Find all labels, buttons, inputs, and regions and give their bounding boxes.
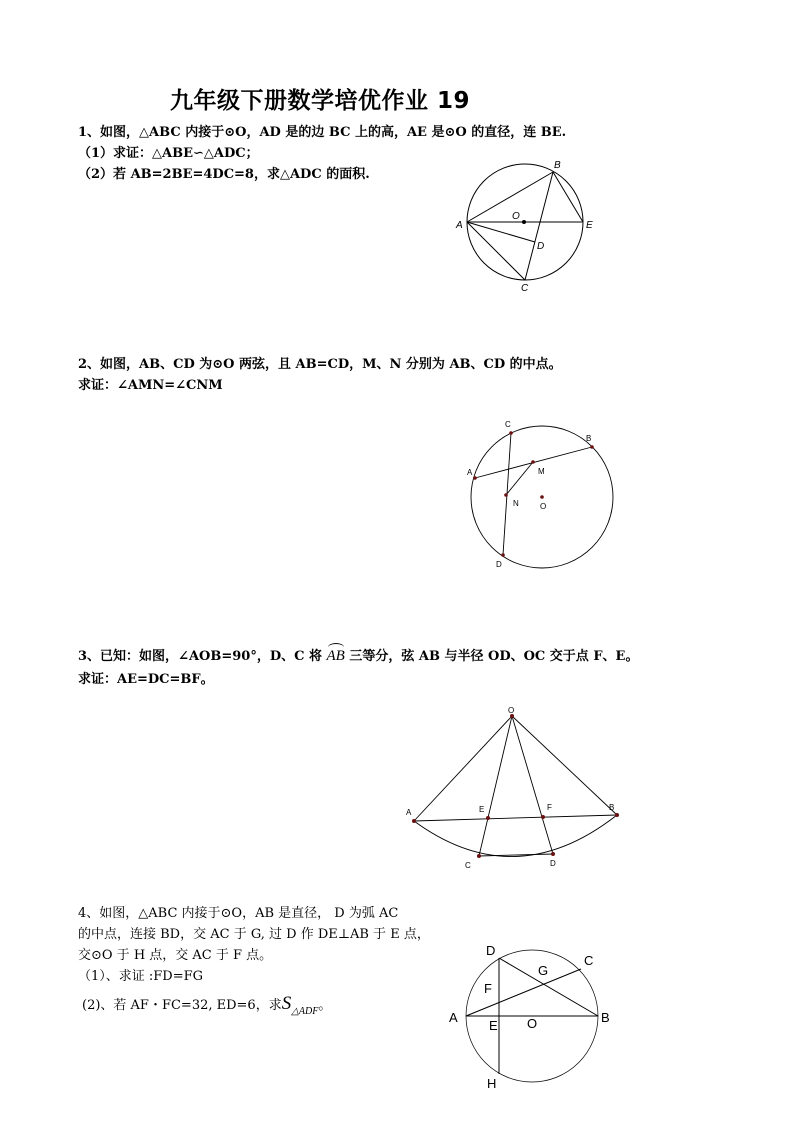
problem-2-statement: 2、如图，AB、CD 为⊙O 两弦，且 AB=CD，M、N 分别为 AB、CD 的中点。 [78,357,562,372]
label-E: E [479,805,485,814]
label-C: C [505,420,511,429]
figure-1 [450,155,610,300]
label-O: O [508,706,515,715]
label-C: C [521,283,529,294]
label-E: E [586,220,593,231]
problem-4-statement-3: 交⊙O 于 H 点，交 AC 于 F 点。 [78,948,273,963]
label-H: H [487,1076,497,1091]
problem-4-part-2-prefix: (2)、若 AF・FC=32, ED=6，求 [82,998,282,1013]
label-D: D [550,859,556,868]
area-symbol: $S_{\triangle ADF}$ [281,993,319,1017]
label-C: C [584,953,594,968]
label-G: G [538,963,549,978]
figure-3 [398,703,630,873]
problem-1-part-2: （2）若 AB=2BE=4DC=8，求△ADC 的面积. [78,167,370,182]
arc-ab-symbol: AB [327,644,345,665]
label-F: F [484,981,492,996]
label-E: E [489,1018,498,1033]
label-A: A [406,808,412,817]
label-A: A [467,468,473,477]
label-F: F [547,803,552,812]
problem-3-suffix: 三等分，弦 AB 与半径 OD、OC 交于点 F、E。 [349,649,639,664]
problem-1-part-1: （1）求证：△ABE∽△ADC； [78,146,259,161]
label-C: C [465,861,471,870]
label-B: B [609,803,615,812]
problem-4-statement-2: 的中点，连接 BD，交 AC 于 G, 过 D 作 DE⊥AB 于 E 点， [78,927,430,942]
label-O: O [512,211,520,222]
label-D: D [537,241,545,252]
problem-3-prove: 求证：AE=DC=BF。 [78,672,214,687]
problem-4-statement-1: 4、如图，△ABC 内接于⊙O，AB 是直径， D 为弧 AC [78,906,399,921]
page-title: 九年级下册数学培优作业 19 [170,88,471,114]
label-O: O [527,1016,538,1031]
label-O: O [540,502,547,511]
problem-2-prove: 求证：∠AMN=∠CNM [78,378,223,393]
label-N: N [513,499,519,508]
label-B: B [601,1010,610,1025]
problem-4-part-2 [82,993,331,1017]
figure-4 [445,938,625,1093]
label-D: D [496,560,502,569]
problem-1-statement: 1、如图，△ABC 内接于⊙O，AD 是的边 BC 上的高，AE 是⊙O 的直径，连 BE. [78,125,567,140]
label-D: D [486,943,496,958]
problem-4-part-1: （1）、求证 :FD=FG [78,969,204,984]
problem-4-part-2-suffix: 。 [318,998,332,1013]
label-B: B [554,160,561,171]
problem-3-statement [78,644,638,665]
label-M: M [538,467,545,476]
label-A: A [449,1010,458,1025]
label-A: A [456,220,463,231]
problem-3-prefix: 3、已知：如图，∠AOB=90°，D、C 将 [78,649,322,664]
figure-2 [460,420,625,575]
label-B: B [586,434,592,443]
